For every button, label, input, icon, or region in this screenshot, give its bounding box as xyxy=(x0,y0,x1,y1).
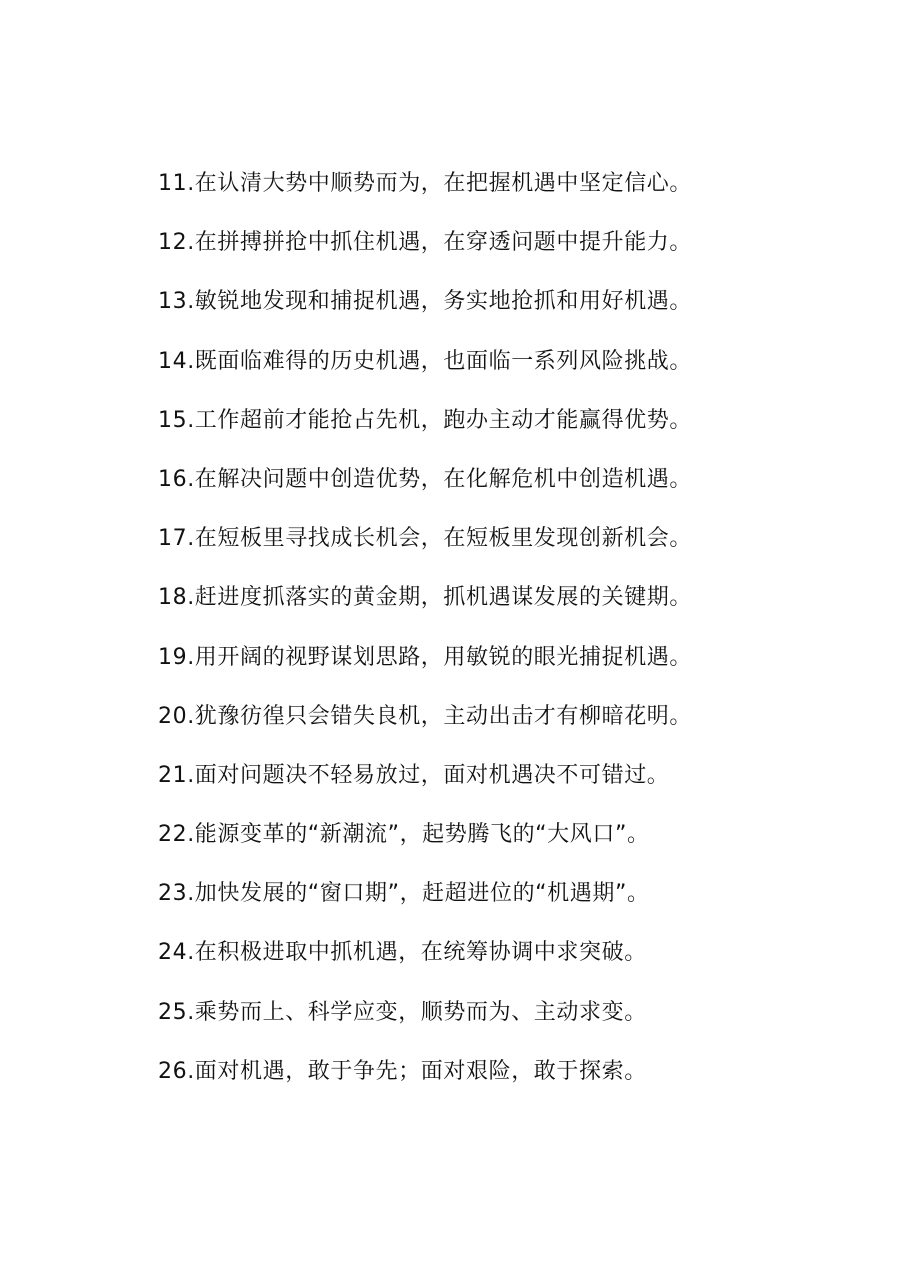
phrase-line: 15.工作超前才能抢占先机，跑办主动才能赢得优势。 xyxy=(158,407,692,433)
phrase-line: 23.加快发展的“窗口期”，赶超进位的“机遇期”。 xyxy=(158,881,650,907)
phrase-line: 18.赶进度抓落实的黄金期，抓机遇谋发展的关键期。 xyxy=(158,585,692,611)
phrase-line: 16.在解决问题中创造优势，在化解危机中创造机遇。 xyxy=(158,466,692,492)
phrase-line: 13.敏锐地发现和捕捉机遇，务实地抢抓和用好机遇。 xyxy=(158,289,692,315)
phrase-line: 24.在积极进取中抓机遇，在统筹协调中求突破。 xyxy=(158,940,647,966)
phrase-line: 14.既面临难得的历史机遇，也面临一系列风险挑战。 xyxy=(158,348,692,374)
phrase-line: 22.能源变革的“新潮流”，起势腾飞的“大风口”。 xyxy=(158,822,650,848)
phrase-line: 19.用开阔的视野谋划思路，用敏锐的眼光捕捉机遇。 xyxy=(158,644,692,670)
phrase-line: 11.在认清大势中顺势而为，在把握机遇中坚定信心。 xyxy=(158,171,692,196)
phrase-line: 17.在短板里寻找成长机会，在短板里发现创新机会。 xyxy=(158,526,692,552)
phrase-list xyxy=(158,166,858,1113)
phrase-line: 25.乘势而上、科学应变，顺势而为、主动求变。 xyxy=(158,999,647,1025)
phrase-line: 21.面对问题决不轻易放过，面对机遇决不可错过。 xyxy=(158,762,670,788)
phrase-line: 20.犹豫彷徨只会错失良机，主动出击才有柳暗花明。 xyxy=(158,703,692,729)
phrase-line: 26.面对机遇，敢于争先；面对艰险，敢于探索。 xyxy=(158,1058,647,1084)
phrase-line: 12.在拼搏拼抢中抓住机遇，在穿透问题中提升能力。 xyxy=(158,230,692,256)
